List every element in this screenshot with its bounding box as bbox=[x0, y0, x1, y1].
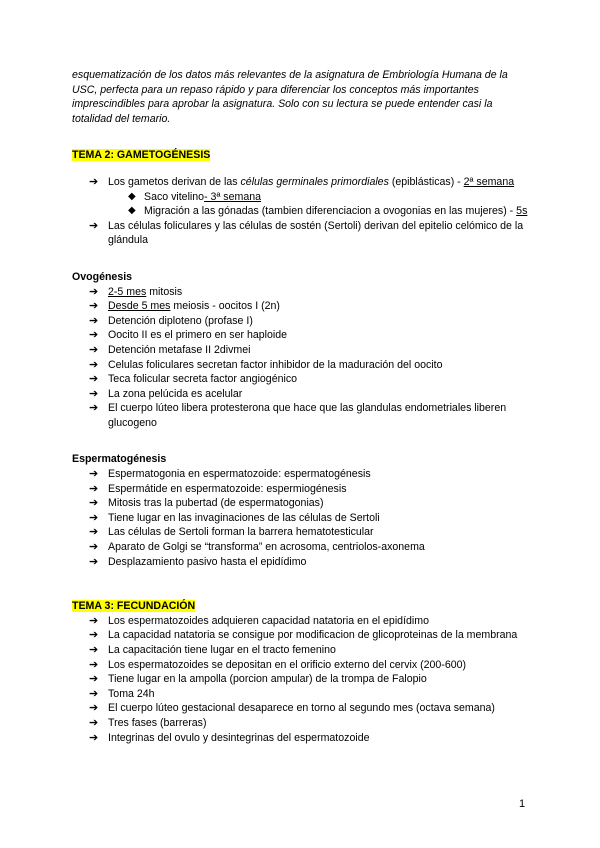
list-item: ➔ Integrinas del ovulo y desintegrinas del espermatozoide bbox=[89, 731, 370, 744]
ovogenesis-title: Ovogénesis bbox=[72, 270, 133, 283]
arrow-bullet-icon: ➔ bbox=[89, 482, 99, 495]
list-item: ➔ Celulas foliculares secretan factor inhibidor de la maduración del oocito bbox=[89, 358, 443, 371]
arrow-bullet-icon: ➔ bbox=[89, 731, 99, 744]
tema2-list bbox=[72, 175, 528, 248]
arrow-bullet-icon: ➔ bbox=[89, 402, 99, 415]
arrow-bullet-icon: ➔ bbox=[89, 629, 99, 642]
arrow-bullet-icon: ➔ bbox=[89, 343, 99, 356]
diamond-bullet-icon: ◆ bbox=[128, 205, 136, 217]
list-item: ➔ Aparato de Golgi se “transforma” en acrosoma, centriolos-axonema bbox=[89, 541, 425, 554]
arrow-bullet-icon: ➔ bbox=[89, 373, 99, 386]
document-page bbox=[72, 68, 528, 745]
list-item: ➔ Desde 5 mes meiosis - oocitos I (2n) bbox=[89, 300, 280, 313]
arrow-bullet-icon: ➔ bbox=[89, 219, 99, 232]
list-item: ➔ 2-5 mes mitosis bbox=[89, 285, 183, 298]
intro-paragraph: esquematización de los datos más relevantes de la asignatura de Embriología Humana de la USC, perfecta para un repaso rápido y para diferenciar los conceptos más importantes imprescindibles para aprobar la asignatura. Solo con su lectura se puede entender casi la totalidad del temario. bbox=[72, 69, 508, 125]
tema3-title: TEMA 3: FECUNDACIÓN bbox=[72, 600, 196, 613]
arrow-bullet-icon: ➔ bbox=[89, 541, 99, 554]
arrow-bullet-icon: ➔ bbox=[89, 497, 99, 510]
list-item: ➔ Detención metafase II 2divmei bbox=[89, 343, 251, 356]
arrow-bullet-icon: ➔ bbox=[89, 285, 99, 298]
list-item: ➔ La capacitación tiene lugar en el tracto femenino bbox=[89, 644, 336, 656]
arrow-bullet-icon: ➔ bbox=[89, 358, 99, 371]
list-item: ➔ Los espermatozoides adquieren capacidad natatoria en el epidídimo bbox=[89, 614, 429, 627]
list-item: ➔ Detención diploteno (profase I) bbox=[89, 314, 253, 327]
list-item: ➔ Tres fases (barreras) bbox=[89, 716, 207, 729]
list-item: ➔ Desplazamiento pasivo hasta el epidídimo bbox=[89, 555, 307, 568]
list-item: ➔ Los gametos derivan de las células germinales primordiales (epiblásticas) - 2ª semana bbox=[89, 175, 515, 188]
list-item: ➔ Mitosis tras la pubertad (de espermatogonias) bbox=[89, 497, 324, 510]
list-item: ➔ Tiene lugar en las invaginaciones de las células de Sertoli bbox=[89, 511, 380, 524]
sub-list-item: ◆ Saco vitelino- 3ª semana bbox=[128, 190, 261, 203]
arrow-bullet-icon: ➔ bbox=[89, 329, 99, 342]
list-item: ➔ Teca folicular secreta factor angiogénico bbox=[89, 373, 298, 386]
list-item: ➔ Espermatogonia en espermatozoide: espermatogénesis bbox=[89, 468, 371, 481]
tema2-heading bbox=[72, 148, 528, 163]
tema3-heading bbox=[72, 599, 528, 614]
list-item: ➔ Oocito II es el primero en ser haploide bbox=[89, 329, 288, 342]
list-item: ➔ Espermátide en espermatozoide: espermiogénesis bbox=[89, 482, 347, 495]
list-item: ➔ La zona pelúcida es acelular bbox=[89, 387, 243, 400]
page-number: 1 bbox=[519, 798, 526, 810]
list-item: ➔ Los espermatozoides se depositan en el orificio externo del cervix (200-600) bbox=[89, 658, 467, 671]
arrow-bullet-icon: ➔ bbox=[89, 526, 99, 539]
list-item: ➔ El cuerpo lúteo gestacional desaparece en torno al segundo mes (octava semana) bbox=[89, 702, 495, 715]
arrow-bullet-icon: ➔ bbox=[89, 687, 99, 700]
arrow-bullet-icon: ➔ bbox=[89, 387, 99, 400]
arrow-bullet-icon: ➔ bbox=[89, 702, 99, 715]
arrow-bullet-icon: ➔ bbox=[89, 511, 99, 524]
list-item: ➔ La capacidad natatoria se consigue por modificacion de glicoproteinas de la membrana bbox=[89, 629, 518, 642]
diamond-bullet-icon: ◆ bbox=[128, 190, 136, 202]
arrow-bullet-icon: ➔ bbox=[89, 614, 99, 627]
espermatogenesis-list bbox=[72, 467, 528, 569]
list-item: ➔ Toma 24h bbox=[89, 687, 155, 700]
tema2-title: TEMA 2: GAMETOGÉNESIS bbox=[72, 149, 211, 162]
list-item: ➔ Las células de Sertoli forman la barrera hematotesticular bbox=[89, 526, 374, 539]
arrow-bullet-icon: ➔ bbox=[89, 175, 99, 188]
arrow-bullet-icon: ➔ bbox=[89, 468, 99, 481]
espermatogenesis-title: Espermatogénesis bbox=[72, 453, 167, 466]
sub-list-item: ◆ Migración a las gónadas (tambien diferenciacion a ovogonias en las mujeres) - 5s bbox=[128, 205, 528, 218]
arrow-bullet-icon: ➔ bbox=[89, 673, 99, 686]
list-item: ➔ Tiene lugar en la ampolla (porcion ampular) de la trompa de Falopio bbox=[89, 673, 427, 686]
arrow-bullet-icon: ➔ bbox=[89, 644, 99, 656]
list-item: ➔ Las células foliculares y las células de sostén (Sertoli) derivan del epitelio celómico de la glándula bbox=[89, 219, 524, 247]
arrow-bullet-icon: ➔ bbox=[89, 555, 99, 568]
list-item: ➔ El cuerpo lúteo libera protesterona que hace que las glandulas endometriales liberen glucogeno bbox=[89, 402, 507, 429]
tema3-list bbox=[72, 614, 528, 745]
arrow-bullet-icon: ➔ bbox=[89, 300, 99, 313]
ovogenesis-list bbox=[72, 285, 528, 431]
arrow-bullet-icon: ➔ bbox=[89, 716, 99, 729]
arrow-bullet-icon: ➔ bbox=[89, 658, 99, 671]
arrow-bullet-icon: ➔ bbox=[89, 314, 99, 327]
